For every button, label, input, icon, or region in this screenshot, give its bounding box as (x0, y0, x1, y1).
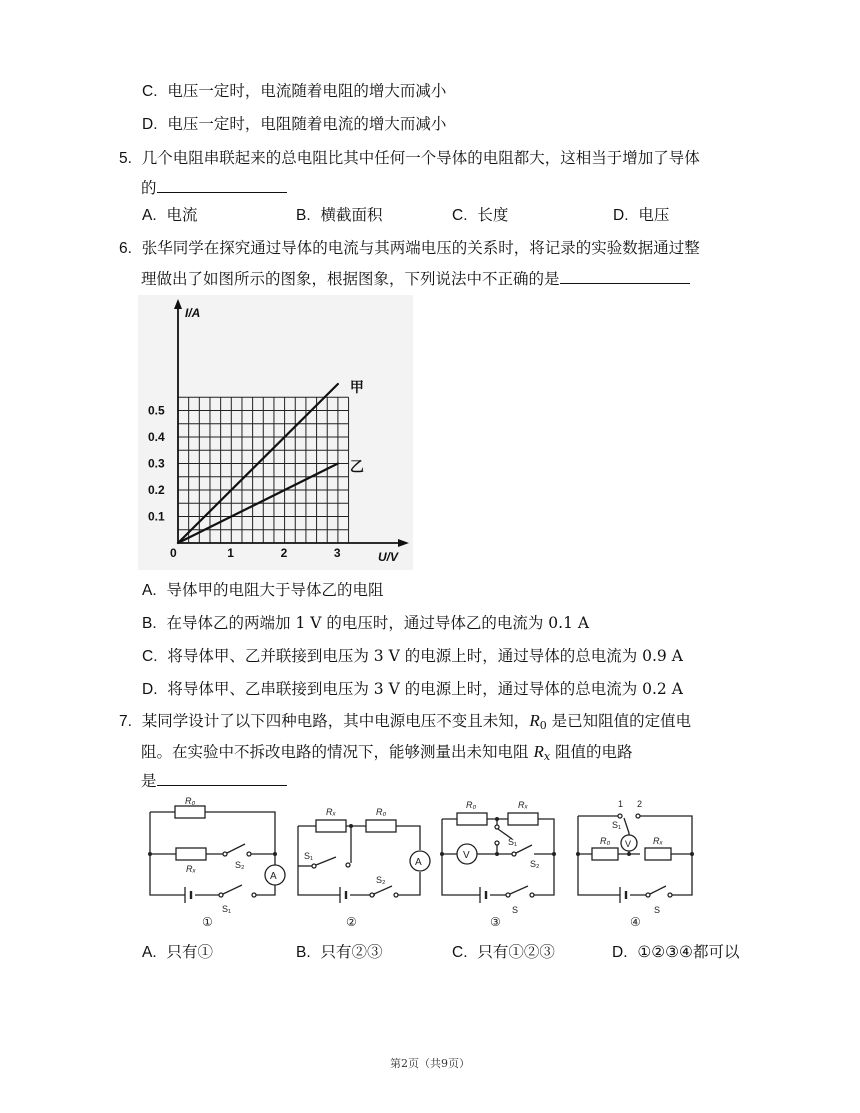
x-tick-label: 0 (170, 546, 177, 560)
circuit2-r0-resistor (366, 820, 396, 832)
circuit2-rx-resistor (316, 820, 346, 832)
q6-stem-line2: 理做出了如图所示的图象，根据图象，下列说法中不正确的是 (141, 266, 690, 290)
y-tick-label: 0.4 (148, 430, 165, 444)
svg-text:R₀: R₀ (600, 836, 611, 846)
q7-option-c[interactable]: C. 只有①②③ (452, 943, 555, 961)
svg-text:S₁: S₁ (508, 837, 518, 847)
svg-text:R₀: R₀ (376, 807, 387, 817)
q5-option-a[interactable]: A. 电流 (142, 206, 198, 224)
series-label-2: 乙 (349, 458, 364, 475)
circuit4-r0-resistor (592, 848, 618, 860)
q4-option-c[interactable]: C. 电压一定时，电流随着电阻的增大而减小 (142, 82, 447, 100)
svg-text:S₂: S₂ (235, 860, 245, 870)
q6-option-d[interactable]: D. 将导体甲、乙串联接到电压为 3 V 的电源上时，通过导体的总电流为 0.2 A (142, 680, 683, 698)
q7-stem-line2: 阻。在实验中不拆改电路的情况下，能够测量出未知电阻 $R_x$ 阻值的电路 (141, 742, 633, 763)
svg-text:R₀: R₀ (466, 800, 477, 810)
q6-iu-graph (138, 295, 413, 570)
q6-answer-blank[interactable] (560, 266, 690, 284)
q7-option-b[interactable]: B. 只有②③ (296, 943, 383, 961)
y-tick-label: 0.2 (148, 483, 165, 497)
x-tick-label: 1 (227, 546, 234, 560)
svg-text:S₁: S₁ (612, 820, 622, 830)
svg-text:Rₓ: Rₓ (186, 864, 196, 874)
circuit3-rx-resistor (508, 813, 538, 825)
circuit-1 (148, 806, 285, 903)
circuit-2 (298, 820, 430, 903)
svg-text:Rₓ: Rₓ (518, 800, 528, 810)
q6-stem-line1: 6. 张华同学在探究通过导体的电流与其两端电压的关系时，将记录的实验数据通过整 (119, 239, 700, 257)
q7-circuits (140, 795, 720, 930)
x-axis-label: U/V (378, 550, 399, 564)
circuit2-number: ② (346, 915, 357, 929)
circuit1-rx-resistor (176, 848, 206, 860)
q5-stem-line1: 5. 几个电阻串联起来的总电阻比其中任何一个导体的电阻都大，这相当于增加了导体 (119, 149, 700, 167)
q6-option-a[interactable]: A. 导体甲的电阻大于导体乙的电阻 (142, 581, 384, 599)
q7-answer-blank[interactable] (157, 768, 287, 786)
circuit1-meter-label: A (270, 871, 277, 882)
q4-option-c-text: 电压一定时，电流随着电阻的增大而减小 (167, 82, 447, 100)
q4-option-d[interactable]: D. 电压一定时，电阻随着电流的增大而减小 (142, 115, 447, 133)
svg-text:2: 2 (637, 799, 643, 809)
x-tick-label: 2 (280, 546, 288, 560)
circuit-3 (440, 813, 556, 903)
q7-stem-line3: 是 (141, 768, 287, 792)
y-tick-label: 0.1 (148, 509, 165, 524)
svg-text:S₁: S₁ (304, 851, 314, 861)
page-footer: 第2页（共9页） (390, 1057, 470, 1070)
q6-option-c[interactable]: C. 将导体甲、乙并联接到电压为 3 V 的电源上时，通过导体的总电流为 0.9 A (142, 647, 683, 665)
circuit4-number: ④ (630, 915, 641, 929)
circuit3-number: ③ (490, 915, 501, 929)
y-axis-label: I/A (185, 306, 201, 320)
circuit3-r0-resistor (457, 813, 487, 825)
svg-text:S₂: S₂ (530, 859, 540, 869)
svg-text:A: A (415, 857, 422, 868)
series-label-1: 甲 (349, 379, 364, 395)
svg-text:S: S (654, 905, 661, 915)
q4-option-d-text: 电压一定时，电阻随着电流的增大而减小 (167, 115, 447, 133)
circuit1-number: ① (202, 915, 213, 929)
svg-text:R₀: R₀ (185, 796, 196, 806)
graph-background (138, 295, 413, 570)
circuit-4 (576, 814, 694, 903)
q5-option-b[interactable]: B. 横截面积 (296, 206, 383, 224)
q5-option-c[interactable]: C. 长度 (452, 206, 509, 224)
svg-text:S: S (512, 905, 519, 915)
q5-option-d[interactable]: D. 电压 (613, 206, 670, 224)
svg-text:S₁: S₁ (222, 904, 232, 914)
svg-text:Rₓ: Rₓ (326, 807, 336, 817)
q6-option-b[interactable]: B. 在导体乙的两端加 1 V 的电压时，通过导体乙的电流为 0.1 A (142, 614, 590, 632)
y-tick-label: 0.5 (148, 403, 165, 418)
q5-stem-line2: 的 (141, 175, 287, 199)
q5-answer-blank[interactable] (157, 175, 287, 193)
q7-option-d[interactable]: D. ①②③④都可以 (612, 943, 740, 961)
circuit4-rx-resistor (645, 848, 671, 860)
x-tick-label: 3 (333, 546, 341, 560)
svg-text:1: 1 (618, 799, 624, 809)
svg-text:V: V (463, 850, 470, 861)
svg-text:Rₓ: Rₓ (653, 836, 663, 846)
q7-option-a[interactable]: A. 只有① (142, 943, 214, 961)
circuit1-r0-resistor (175, 806, 205, 818)
y-tick-label: 0.3 (148, 456, 165, 471)
svg-text:V: V (625, 839, 632, 849)
svg-text:S₂: S₂ (376, 875, 386, 885)
q7-stem-line1: 7. 某同学设计了以下四种电路，其中电源电压不变且未知，$R_0$ 是已知阻值的定值电 (119, 711, 692, 732)
